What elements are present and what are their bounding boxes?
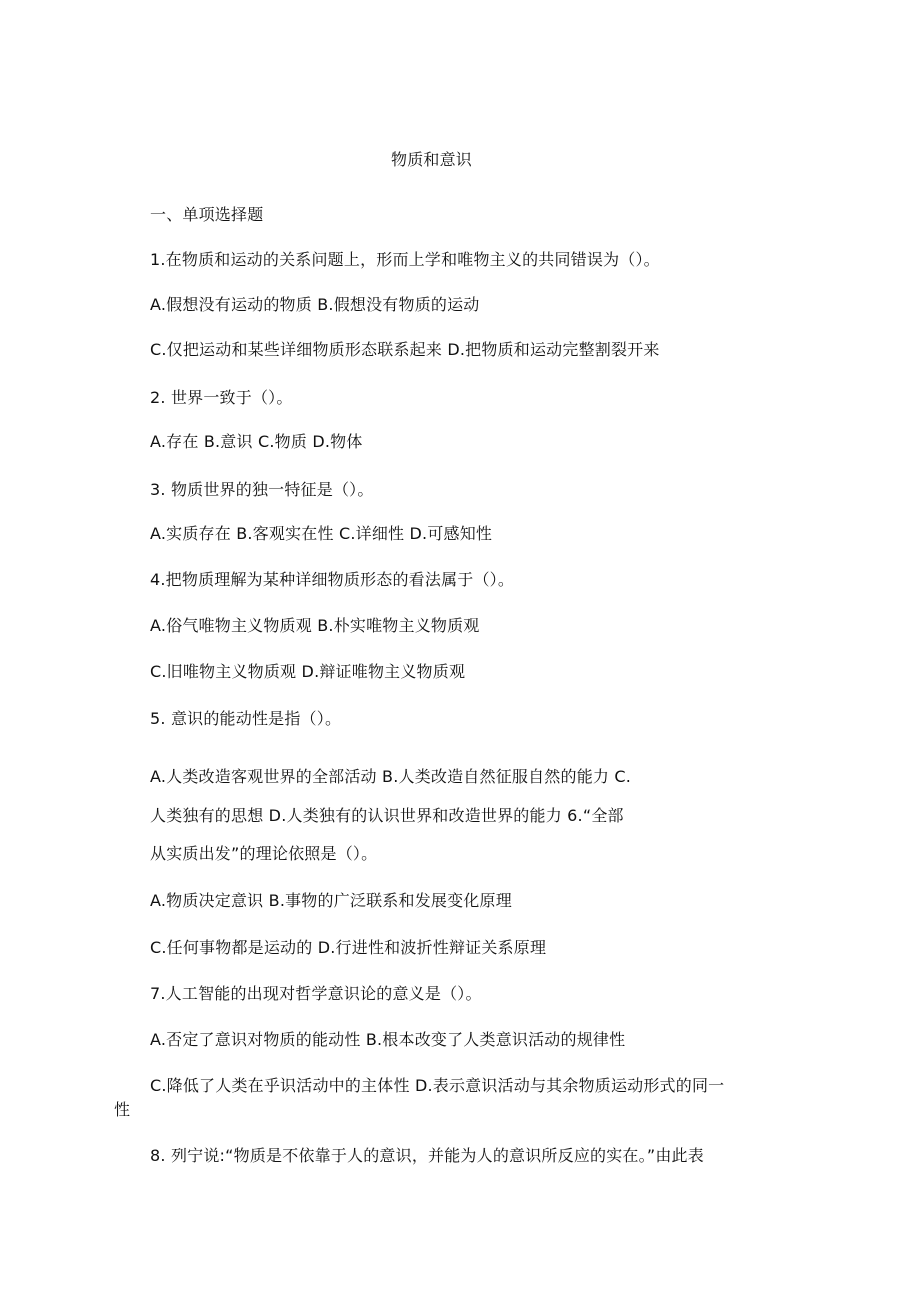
question-3-options: A.实质存在 B.客观实在性 C.详细性 D.可感知性 — [150, 524, 493, 543]
question-4-stem: 4.把物质理解为某种详细物质形态的看法属于（）。 — [150, 570, 515, 589]
question-5-options-line-1: A.人类改造客观世界的全部活动 B.人类改造自然征服自然的能力 C. — [150, 767, 632, 786]
question-2-stem: 2. 世界一致于（）。 — [150, 388, 293, 407]
question-4-options-ab: A.俗气唯物主义物质观 B.朴实唯物主义物质观 — [150, 616, 480, 635]
question-6-stem: 从实质出发”的理论依照是（）。 — [150, 844, 378, 863]
question-1-stem: 1.在物质和运动的关系问题上，形而上学和唯物主义的共同错误为（）。 — [150, 250, 660, 269]
question-5-stem: 5. 意识的能动性是指（）。 — [150, 709, 342, 728]
question-8-stem: 8. 列宁说:“物质是不依靠于人的意识，并能为人的意识所反应的实在。”由此表 — [150, 1146, 704, 1165]
question-2-options: A.存在 B.意识 C.物质 D.物体 — [150, 432, 363, 451]
question-7-options-wrap: 性 — [114, 1100, 131, 1119]
question-7-options-ab: A.否定了意识对物质的能动性 B.根本改变了人类意识活动的规律性 — [150, 1030, 626, 1049]
question-4-options-cd: C.旧唯物主义物质观 D.辩证唯物主义物质观 — [150, 662, 466, 681]
question-3-stem: 3. 物质世界的独一特征是（）。 — [150, 480, 374, 499]
document-title: 物质和意识 — [391, 150, 473, 169]
question-1-options-cd: C.仅把运动和某些详细物质形态联系起来 D.把物质和运动完整割裂开来 — [150, 340, 660, 359]
question-7-options-cd: C.降低了人类在乎识活动中的主体性 D.表示意识活动与其余物质运动形式的同一 — [150, 1076, 725, 1095]
question-5-options-line-2: 人类独有的思想 D.人类独有的认识世界和改造世界的能力 6.“全部 — [150, 806, 624, 825]
question-6-options-cd: C.任何事物都是运动的 D.行进性和波折性辩证关系原理 — [150, 938, 547, 957]
question-1-options-ab: A.假想没有运动的物质 B.假想没有物质的运动 — [150, 295, 480, 314]
question-7-stem: 7.人工智能的出现对哲学意识论的意义是（）。 — [150, 984, 482, 1003]
section-heading: 一、单项选择题 — [150, 205, 264, 224]
question-6-options-ab: A.物质决定意识 B.事物的广泛联系和发展变化原理 — [150, 891, 512, 910]
